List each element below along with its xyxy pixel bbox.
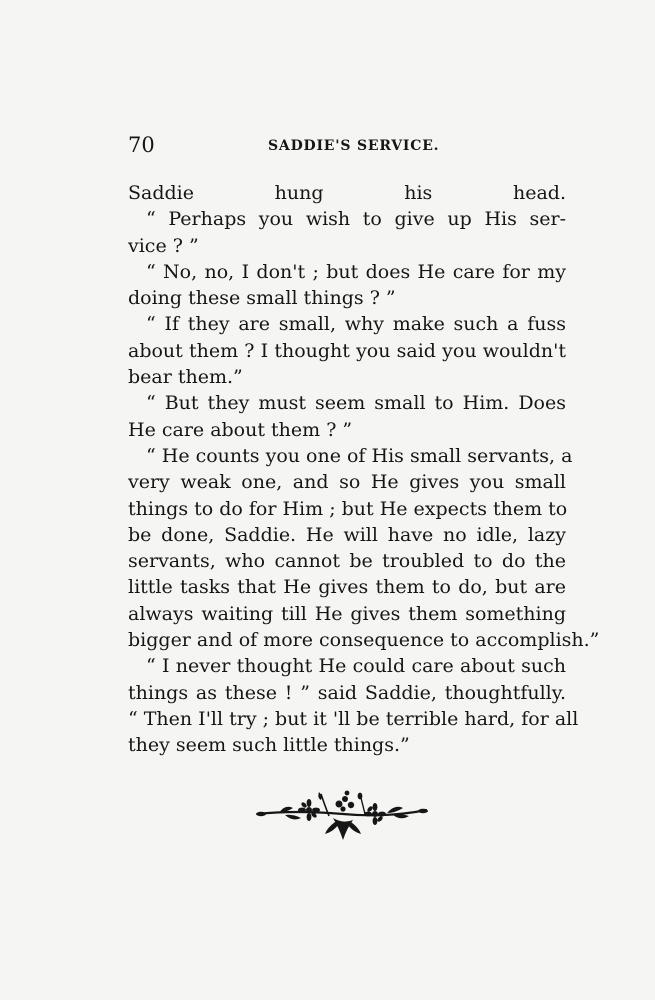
text-line: things to do for Him ; but He expects them to — [128, 497, 568, 520]
text-line: about them ? I thought you said you wouldn't — [128, 339, 566, 362]
text-line: Saddie hung his head. — [128, 182, 566, 204]
text-line: “ If they are small, why make such a fuss — [146, 313, 566, 336]
running-title: SADDIE'S SERVICE. — [268, 138, 440, 154]
text-line: servants, who cannot be troubled to do the — [128, 550, 566, 573]
text-line: “ He counts you one of His small servants, a — [146, 444, 573, 467]
text-line: be done, Saddie. He will have no idle, lazy — [128, 523, 566, 546]
text-line: “ Then I'll try ; but it 'll be terrible hard, for all — [128, 707, 579, 730]
page-header — [128, 133, 568, 163]
text-line: bear them.” — [128, 366, 243, 389]
text-line: doing these small things ? ” — [128, 287, 396, 310]
text-line: very weak one, and so He gives you small — [128, 471, 566, 494]
text-line: “ But they must seem small to Him. Does — [146, 392, 566, 415]
floral-vignette-icon — [255, 788, 430, 848]
text-line: “ No, no, I don't ; but does He care for my — [146, 260, 566, 283]
text-line: vice ? ” — [128, 234, 199, 257]
text-line: little tasks that He gives them to do, but are — [128, 576, 566, 599]
text-line: He care about them ? ” — [128, 418, 353, 441]
text-line: “ Perhaps you wish to give up His ser- — [146, 208, 566, 231]
text-line: always waiting till He gives them something — [128, 602, 566, 625]
text-line: things as these ! ” said Saddie, thoughtfully. — [128, 681, 566, 704]
text-line: bigger and of more consequence to accomplish.” — [128, 629, 600, 652]
text-line: they seem such little things.” — [128, 734, 410, 757]
body-text — [128, 180, 600, 759]
text-line: “ I never thought He could care about such — [146, 655, 566, 678]
page-number: 70 — [128, 133, 155, 157]
